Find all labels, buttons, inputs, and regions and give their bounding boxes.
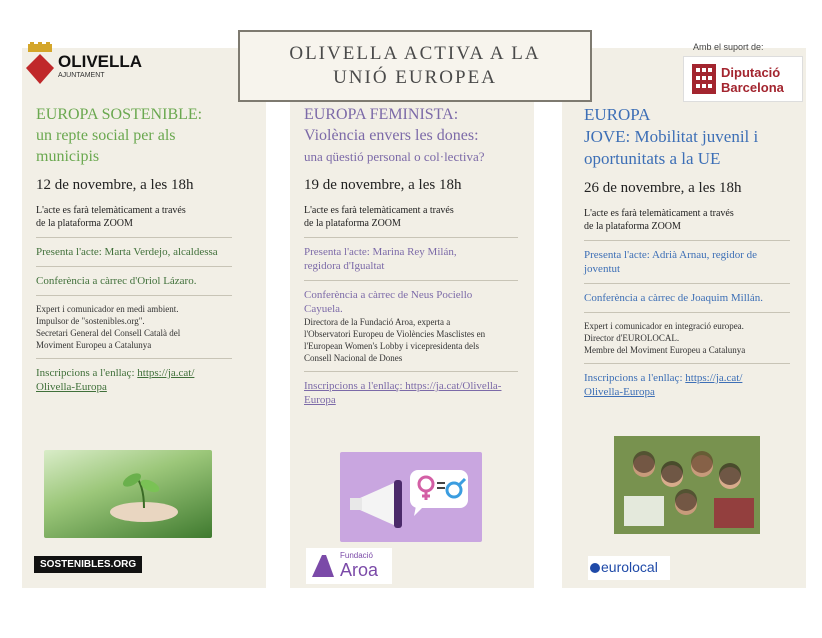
col3-notice-line2: de la plataforma ZOOM: [584, 221, 681, 232]
col2-heading-line1: EUROPA FEMINISTA:: [304, 106, 459, 123]
col1-notice: [36, 204, 232, 230]
col3-inscriptions-label: Inscripcions a l'enllaç:: [584, 372, 683, 384]
fundacio-aroa-logo: [306, 548, 392, 584]
col3-date: 26 de novembre, a les 18h: [584, 180, 742, 196]
olivella-shield-icon: [22, 42, 58, 88]
col2-date: 19 de novembre, a les 18h: [304, 177, 462, 193]
col3-presenter-line1: Presenta l'acte: Adrià Arnau, regidor de: [584, 249, 758, 261]
divider: [584, 283, 790, 284]
col1-bio-line4: Moviment Europeu a Catalunya: [36, 340, 152, 350]
col3-heading-line3: oportunitats a la UE: [584, 149, 721, 168]
col2-heading-line3: una qüestió personal o col·lectiva?: [304, 149, 485, 164]
sostenibles-logo: SOSTENIBLES.ORG: [34, 556, 142, 573]
eurolocal-name: eurolocal: [601, 559, 658, 575]
col2-notice: [304, 204, 518, 230]
aroa-name: Aroa: [340, 560, 379, 580]
support-block: [683, 42, 803, 102]
divider: [36, 266, 232, 267]
divider: [304, 237, 518, 238]
col2-registration-link-cont[interactable]: Europa: [304, 394, 336, 406]
col3-bio-line2: Director d'EUROLOCAL.: [584, 333, 680, 343]
olivella-logo: [22, 42, 172, 90]
olivella-subtitle: AJUNTAMENT: [58, 72, 105, 79]
col3-notice-line1: L'acte es farà telemàticament a través: [584, 208, 734, 219]
col2-heading: [304, 104, 518, 167]
col2-presenter: [304, 245, 518, 273]
col3-registration-link[interactable]: https://ja.cat/: [685, 372, 743, 384]
main-title-line1: OLIVELLA ACTIVA A LA: [289, 43, 541, 64]
col3-heading-line1: EUROPA: [584, 105, 651, 124]
col3-bio: [584, 320, 790, 356]
divider: [36, 358, 232, 359]
col3-registration-link-cont[interactable]: Olivella-Europa: [584, 386, 655, 398]
col1-notice-line2: de la plataforma ZOOM: [36, 218, 133, 229]
eurolocal-dot-icon: [590, 563, 600, 573]
col1-conference: Conferència a càrrec d'Oriol Lázaro.: [36, 275, 197, 287]
column-europa-jove: [584, 104, 790, 399]
col1-date: 12 de novembre, a les 18h: [36, 177, 194, 193]
col1-bio-line3: Secretari General del Consell Català del: [36, 328, 181, 338]
col1-registration-link-cont[interactable]: Olivella-Europa: [36, 381, 107, 393]
support-label: Amb el suport de:: [693, 42, 764, 52]
col1-inscriptions-label: Inscripcions a l'enllaç:: [36, 367, 135, 379]
divider: [304, 371, 518, 372]
aroa-small-text: Fundació: [340, 551, 373, 560]
col2-heading-line2: Violència envers les dones:: [304, 127, 479, 144]
col2-bio-line4: Consell Nacional de Dones: [304, 353, 403, 363]
col2-bio-line2: l'Observatori Europeu de Violències Masclistes en: [304, 329, 486, 339]
group-of-people-icon: [614, 436, 760, 534]
col1-bio-line2: Impulsor de "sostenibles.org".: [36, 316, 145, 326]
main-title-box: [238, 30, 592, 102]
olivella-name: OLIVELLA: [58, 52, 143, 71]
col2-conference-line2: Cayuela.: [304, 303, 343, 315]
col1-presenter: Presenta l'acte: Marta Verdejo, alcaldessa: [36, 246, 218, 258]
col2-conference-line1: Conferència a càrrec de Neus Pociello: [304, 289, 473, 301]
col3-conference: Conferència a càrrec de Joaquim Millán.: [584, 292, 763, 304]
col1-heading-line1: EUROPA SOSTENIBLE:: [36, 106, 203, 123]
col2-conference: [304, 288, 518, 316]
col1-inscriptions: [36, 366, 232, 394]
divider: [36, 237, 232, 238]
col2-presenter-line1: Presenta l'acte: Marina Rey Milán,: [304, 246, 457, 258]
main-title-line2: UNIÓ EUROPEA: [333, 67, 497, 88]
col2-bio-line3: l'European Women's Lobby i vicepresidenta dels: [304, 341, 480, 351]
col1-heading: [36, 104, 232, 167]
diputacio-logo: [683, 56, 803, 102]
diputacio-line1: Diputació: [721, 65, 781, 80]
divider: [584, 240, 790, 241]
plant-icon: [44, 450, 212, 538]
divider: [584, 363, 790, 364]
divider: [36, 295, 232, 296]
col3-presenter: [584, 248, 790, 276]
col2-bio-line1: Directora de la Fundació Aroa, experta a: [304, 317, 451, 327]
col1-bio-line1: Expert i comunicador en medi ambient.: [36, 304, 179, 314]
divider: [304, 280, 518, 281]
col1-heading-line2: un repte social per als: [36, 127, 176, 144]
megaphone-photo: [340, 452, 482, 542]
col3-presenter-line2: joventut: [584, 263, 621, 275]
col3-bio-line3: Membre del Moviment Europeu a Catalunya: [584, 345, 746, 355]
col3-heading-line2: JOVE: Mobilitat juvenil i: [584, 127, 759, 146]
col1-notice-line1: L'acte es farà telemàticament a través: [36, 205, 186, 216]
youth-group-photo: [614, 436, 760, 534]
col1-registration-link[interactable]: https://ja.cat/: [137, 367, 195, 379]
col3-heading: [584, 104, 790, 170]
col2-notice-line2: de la plataforma ZOOM: [304, 218, 401, 229]
column-europa-sostenible: [36, 104, 232, 394]
col2-notice-line1: L'acte es farà telemàticament a través: [304, 205, 454, 216]
col1-heading-line3: municipis: [36, 148, 100, 165]
plant-in-hands-photo: [44, 450, 212, 538]
col2-bio: [304, 316, 518, 364]
col2-presenter-line2: regidora d'Igualtat: [304, 260, 385, 272]
column-europa-feminista: [304, 104, 518, 407]
aroa-mark-icon: [308, 551, 338, 581]
col2-inscriptions: [304, 379, 518, 407]
col2-registration-link[interactable]: Inscripcions a l'enllaç: https://ja.cat/Olivella-: [304, 380, 502, 392]
divider: [584, 312, 790, 313]
col3-bio-line1: Expert i comunicador en integració europea.: [584, 321, 744, 331]
diputacio-line2: Barcelona: [721, 80, 784, 95]
megaphone-icon: [340, 452, 482, 542]
col3-inscriptions: [584, 371, 790, 399]
diputacio-emblem-icon: [692, 64, 716, 94]
col1-bio: [36, 303, 232, 351]
col3-notice: [584, 207, 790, 233]
eurolocal-logo: [588, 556, 670, 580]
